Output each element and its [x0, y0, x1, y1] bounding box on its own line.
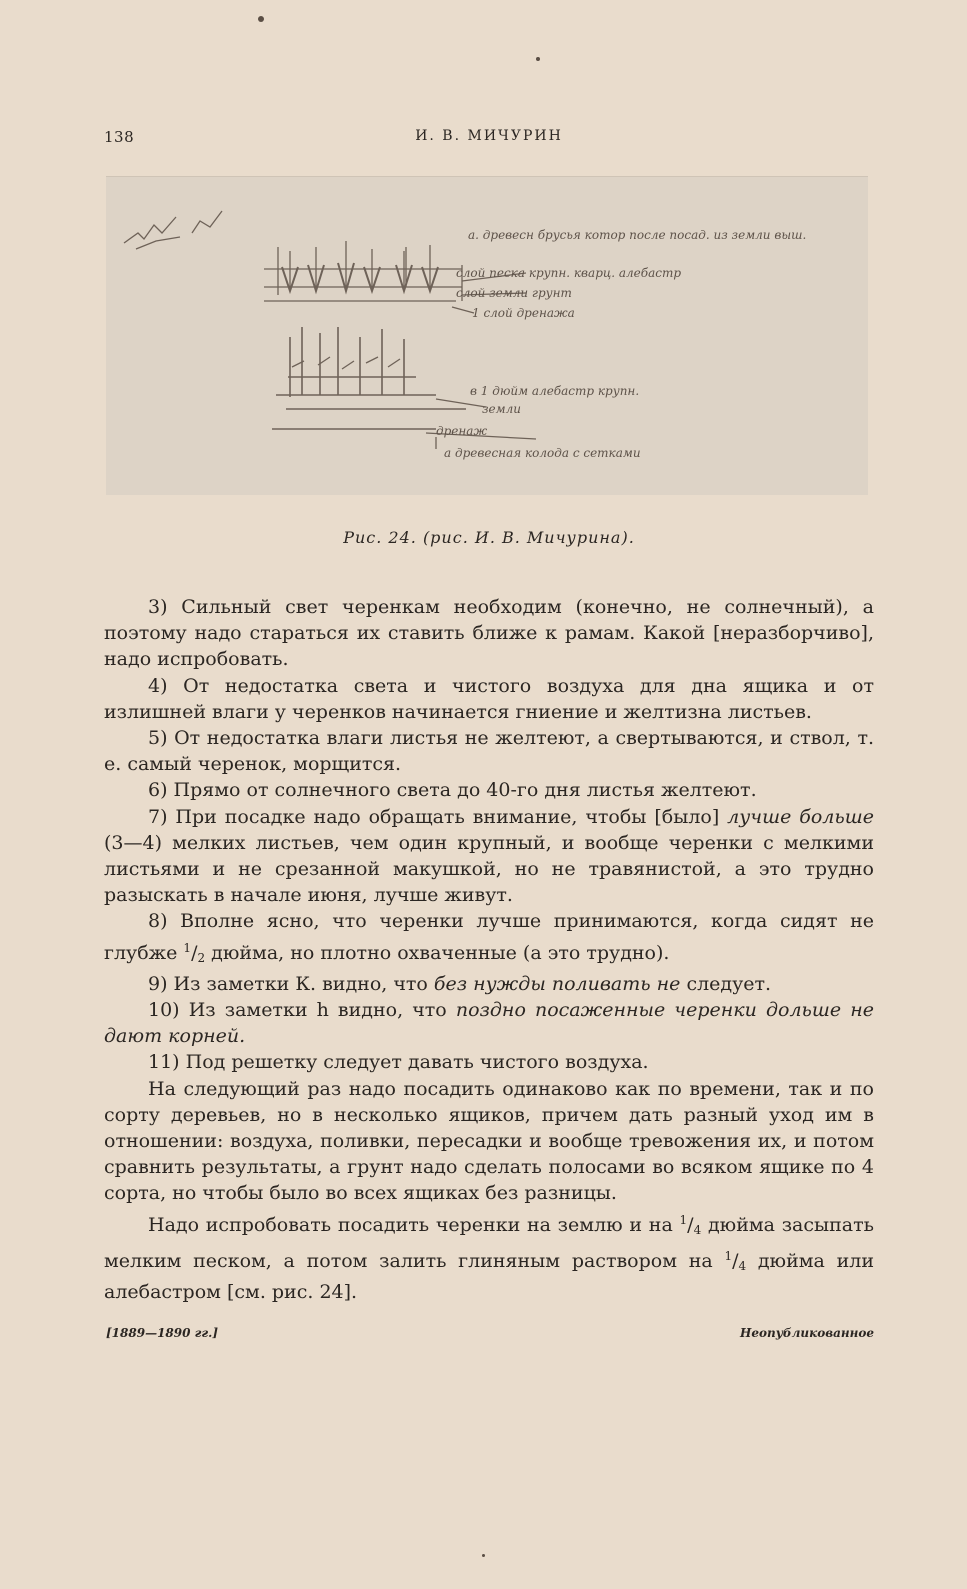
- figure-caption: Рис. 24. (рис. И. В. Мичурина).: [343, 528, 635, 547]
- fraction-slash: /: [191, 941, 198, 964]
- page-footer: [106, 1326, 874, 1346]
- paragraph-6: 6) Прямо от солнечного света до 40-го дня листья желтеют.: [148, 779, 757, 802]
- fraction-denominator: 2: [197, 950, 206, 965]
- running-title: И. В. МИЧУРИН: [415, 128, 563, 144]
- footer-status: Неопубликованное: [740, 1326, 874, 1340]
- fraction-numerator: 1: [724, 1248, 733, 1263]
- annotation-line-6: земли: [482, 402, 521, 416]
- paragraph-11: 11) Под решетку следует давать чистого воздуха.: [148, 1051, 649, 1074]
- p7-italic: лучше больше: [727, 805, 874, 828]
- paragraph-13: [104, 1207, 874, 1306]
- fraction-slash: /: [732, 1249, 739, 1272]
- paper-speck: [258, 16, 264, 22]
- paragraph-5: 5) От недостатка влаги листья не желтеют, а свертываются, и ствол, т. е. самый черенок, морщится.: [104, 727, 874, 776]
- p9-text-a: 9) Из заметки К. видно, что: [148, 972, 428, 995]
- p13-text-b: дюйма засыпать мелким песком, а потом залить глиняным раствором на: [104, 1213, 874, 1272]
- p8-text-b: дюйма, но плотно охваченные (а это трудно).: [211, 941, 670, 964]
- p10-italic: поздно посаженные черенки дольше не дают корней.: [104, 999, 875, 1048]
- handwritten-sketch: [106, 177, 868, 495]
- fraction-numerator: 1: [183, 940, 192, 955]
- annotation-line-4: 1 слой дренажа: [472, 306, 575, 320]
- footer-date: [1889—1890 гг.]: [106, 1326, 219, 1340]
- paragraph-3: 3) Сильный свет черенкам необходим (конечно, не солнечный), а поэтому надо стараться их ставить ближе к рамам. Какой [неразборчиво], надо испробовать.: [104, 596, 874, 671]
- p7-text-b: (3—4) мелких листьев, чем один крупный, и вообще черенки с мелкими листьями и не срезанной макушкой, но не травянистой, а это трудно разыскать в начале июня, лучше живут.: [104, 831, 874, 907]
- annotation-line-1: а. древесн брусья котор после посад. из земли выш.: [468, 228, 807, 242]
- p7-text-a: 7) При посадке надо обращать внимание, чтобы [было]: [148, 805, 720, 828]
- p13-text-c: дюйма или алебастром [см. рис. 24].: [104, 1249, 874, 1304]
- page-number: 138: [104, 128, 135, 146]
- paragraph-7: [104, 804, 874, 909]
- fraction-numerator: 1: [679, 1212, 688, 1227]
- paragraph-10: [104, 997, 874, 1049]
- fraction-denominator: 4: [738, 1258, 747, 1273]
- paragraph-4: 4) От недостатка света и чистого воздуха для дна ящика и от излишней влаги у черенков начинается гниение и желтизна листьев.: [104, 674, 874, 723]
- annotation-line-2: слой песка крупн. кварц. алебастр: [456, 266, 682, 280]
- page-header: [104, 128, 874, 152]
- fraction-denominator: 4: [693, 1222, 702, 1237]
- p9-italic: без нужды поливать не: [433, 972, 681, 995]
- p10-text-a: 10) Из заметки h видно, что: [148, 999, 447, 1022]
- paragraph-12: На следующий раз надо посадить одинаково как по времени, так и по сорту деревьев, но в несколько ящиков, причем дать разный уход им в отношении: воздуха, поливки, пересадки и вообще тревожения их, и потом сравнить результаты, а грунт надо сделать полосами во всяком ящике по 4 сорта, но чтобы было во всех ящиках без разницы.: [104, 1077, 874, 1205]
- annotation-line-7: дренаж: [436, 424, 488, 438]
- fraction-slash: /: [687, 1213, 694, 1236]
- annotation-line-8: а древесная колода с сетками: [444, 446, 641, 460]
- p9-text-b: следует.: [686, 972, 772, 995]
- paper-speck: [536, 57, 540, 61]
- paper-speck: [482, 1554, 485, 1557]
- paragraph-9: [104, 971, 874, 997]
- annotation-line-3: слой земли грунт: [456, 286, 572, 300]
- figure-24-sketch: [106, 176, 868, 495]
- p8-text-a: 8) Вполне ясно, что черенки лучше принимаются, когда сидят не глубже: [104, 910, 874, 964]
- body-text: [104, 594, 874, 1305]
- p13-text-a: Надо испробовать посадить черенки на землю и на: [148, 1213, 673, 1236]
- annotation-line-5: в 1 дюйм алебастр крупн.: [470, 384, 640, 398]
- paragraph-8: [104, 908, 874, 970]
